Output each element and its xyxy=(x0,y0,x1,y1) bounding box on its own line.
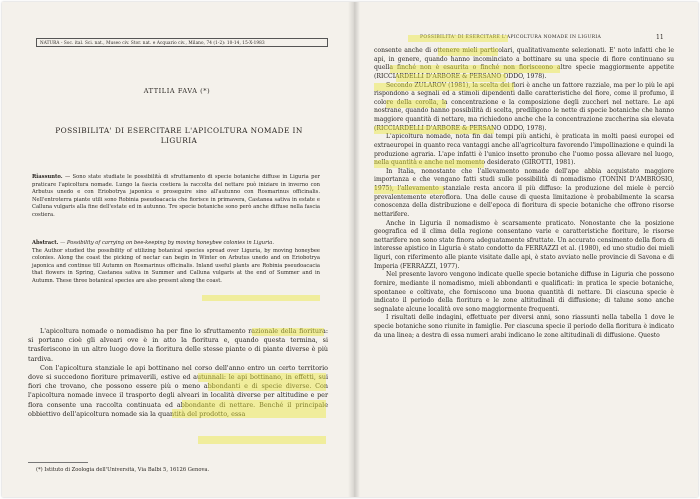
right-paragraph: L'apicoltura nomade, nota fin dai tempi più antichi, è praticata in molti paesi europei ed extraeuropei in quanto reca vantaggi anche all'agricoltura favorendo l'impollinazione e quindi la produzione agraria. L'ape infatti è l'unico insetto pronubo che l'uomo possa allevare nel luogo, nella quantità e anche nel momento desiderato (GIROTTI, 1981). xyxy=(374,133,674,167)
footnote-divider xyxy=(28,462,88,463)
riassunto-label: Riassunto. xyxy=(32,174,63,180)
right-paragraph: I risultati delle indagini, effettuate per diversi anni, sono riassunti nella tabella 1 dove le specie botaniche sono riunite in famiglie. Per ciascuna specie il periodo della fioritura è indicato da una linea; a destra di essa numeri arabi indicano le zone altitudinali di diffusione. Questo xyxy=(374,314,674,339)
book-spread xyxy=(2,2,698,497)
highlight-mark xyxy=(198,436,326,444)
right-paragraph: Anche in Liguria il nomadismo è scarsamente praticato. Nonostante che la posizione geografica ed il clima della regione consentano varie e caratteristiche fioriture, le risorse nettarifere non sono state finora adeguatamente sfruttate. Un accurato censimento della flora di interesse apistico in Liguria è stato condotto da FERRAZZI et al. (1980), ed uno studio dei mieli liguri, con riferimento alle piante visitate dalle api, è stato avviato nelle provincie di Savona e di Imperia (FERRAZZI, 1977). xyxy=(374,219,674,270)
right-body-text xyxy=(374,47,674,340)
english-abstract xyxy=(32,240,320,286)
riassunto xyxy=(32,174,320,220)
left-page xyxy=(2,2,352,497)
abstract-text: The Author studied the possibility of utilizing botanical species spread over Liguria, by moving honeybee colonies. Along the coast the picking of nectar can begin in Winter on Arbutus unedo and on Eriobotrya japonica and continue till Autumn on Rosmarinus officinalis. Inland useful plants are Robinia pseudoacacia that flowers in Spring, Castanea sativa in Summer and Calluna vulgaris at the end of Summer and in Autumn. These three botanical species are also present along the coast. xyxy=(32,247,320,284)
journal-citation-box: NATURA - Soc. ital. Sci. nat., Museo civ. Stor. nat. e Acquario civ., Milano, 74 (1-2): 10-14, 15-X-1983 xyxy=(36,38,328,47)
right-paragraph: Secondo ZULAROV (1981), la scelta dei fiori è anche un fattore razziale, ma per lo più le api rispondono a segnali ed a stimoli dipendenti dalle caratteristiche del fiore, come il profumo, il colore della corolla, la concentrazione e la composizione degli zuccheri nel nettare. Le api nostrane, quando hanno possibilità di scelta, prediligono le nette di specie botaniche che hanno maggiore quantità di nettare, ma richiedono anche che la concentrazione zuccherina sia elevata (RICCIARDELLI D'ARBORE & PERSANO ODDO, 1978). xyxy=(374,81,674,132)
highlight-mark xyxy=(202,295,320,301)
abstract-label: Abstract. xyxy=(32,240,59,246)
footnote: (*) Istituto di Zoologia dell'Università, Via Balbi 5, 16126 Genova. xyxy=(36,467,210,473)
right-paragraph: consente anche di ottenere mieli particolari, qualitativamente selezionati. E' noto infatti che le api, in genere, quando hanno incominciato a bottinare su una specie di fiore continuano su quella finché non è esaurita o finché non fiorisceono altre specie maggiormente appetite (RICCIARDELLI D'ARBORE & PERSANO ODDO, 1978). xyxy=(374,47,674,80)
right-page xyxy=(356,2,698,497)
right-paragraph: Nel presente lavoro vengono indicate quelle specie botaniche diffuse in Liguria che possono fornire, mediante il nomadismo, mieli abbondanti e qualificati: in pratica le specie botaniche, spontanee e coltivate, che forniscono una buona quantità di nettare. Di ciascuna specie è indicato il periodo della fioritura e le zone altitudinali di diffusione; di talune sono anche segnalate alcune località ove sono maggiormente frequenti. xyxy=(374,271,674,313)
right-paragraph: In Italia, nonostante che l'allevamento nomade dell'ape abbia acquistato maggiore importanza e che vengano fatti studi sulle possibilità di nomadismo (TONINI D'AMBROSIO, 1975), l'allevamento stanziale resta ancora il più diffuso: la produzione del miele è perciò prevalentemente eteroflora. Una delle cause di questa limitazione è probabilmente la scarsa conoscenza della distribuzione e dell'epoca di fioritura di specie botaniche che offrono risorse nettarifere. xyxy=(374,167,674,218)
left-paragraph: Con l'apicoltura stanziale le api bottinano nel corso dell'anno entro un certo territorio dove si succedono fioriture primaverili, estive ed autunnali: le api bottinano, in effetti, sui fiori che trovano, che possono essere più o meno abbondanti e di specie diverse. Con l'apicoltura nomade invece il trasporto degli alveari in località diverse per altitudine e per flora consente una raccolta continuata ed abbondante di nettare. Benché il principale obbiettivo dell'apicoltura nomade sia la quantità del prodotto, essa xyxy=(28,363,328,418)
left-paragraph: L'apicoltura nomade o nomadismo ha per fine lo sfruttamento razionale della fioritura: si portano cioè gli alveari ove è in atto la fioritura e, quando questa termina, si trasferiscono in un altro luogo dove la fioritura delle stesse piante o di piante diverse è più tardiva. xyxy=(28,327,328,363)
running-head: POSSIBILITA' DI ESERCITARE L'APICOLTURA NOMADE IN LIGURIA xyxy=(420,35,602,40)
page-number: 11 xyxy=(656,34,664,41)
article-title: POSSIBILITA' DI ESERCITARE L'APICOLTURA NOMADE IN LIGURIA xyxy=(55,126,303,145)
left-body-text xyxy=(28,327,328,419)
riassunto-text: — Sono state studiate le possibilità di sfruttamento di specie botaniche diffuse in Liguria per praticare l'apicoltura nomade. Lungo la fascia costiera la raccolta del nettare può iniziare in inverno con Arbutus unedo e con Eriobotrya japonica e proseguire sino all'autunno con Rosmarinus officinalis. Nell'entroterra piante utili sono Robinia pseudoacacia che fiorisce in primavera, Castanea sativa in estate e Calluna vulgaris alla fine dell'estate ed in autunno. Tre specie botaniche sono però anche diffuse nella fascia costiera. xyxy=(32,174,320,218)
abstract-title: — Possibility of carrying on bee-keeping by moving honeybee colonies in Liguria. xyxy=(58,240,274,246)
author-name: ATTILIA FAVA (*) xyxy=(143,87,211,95)
